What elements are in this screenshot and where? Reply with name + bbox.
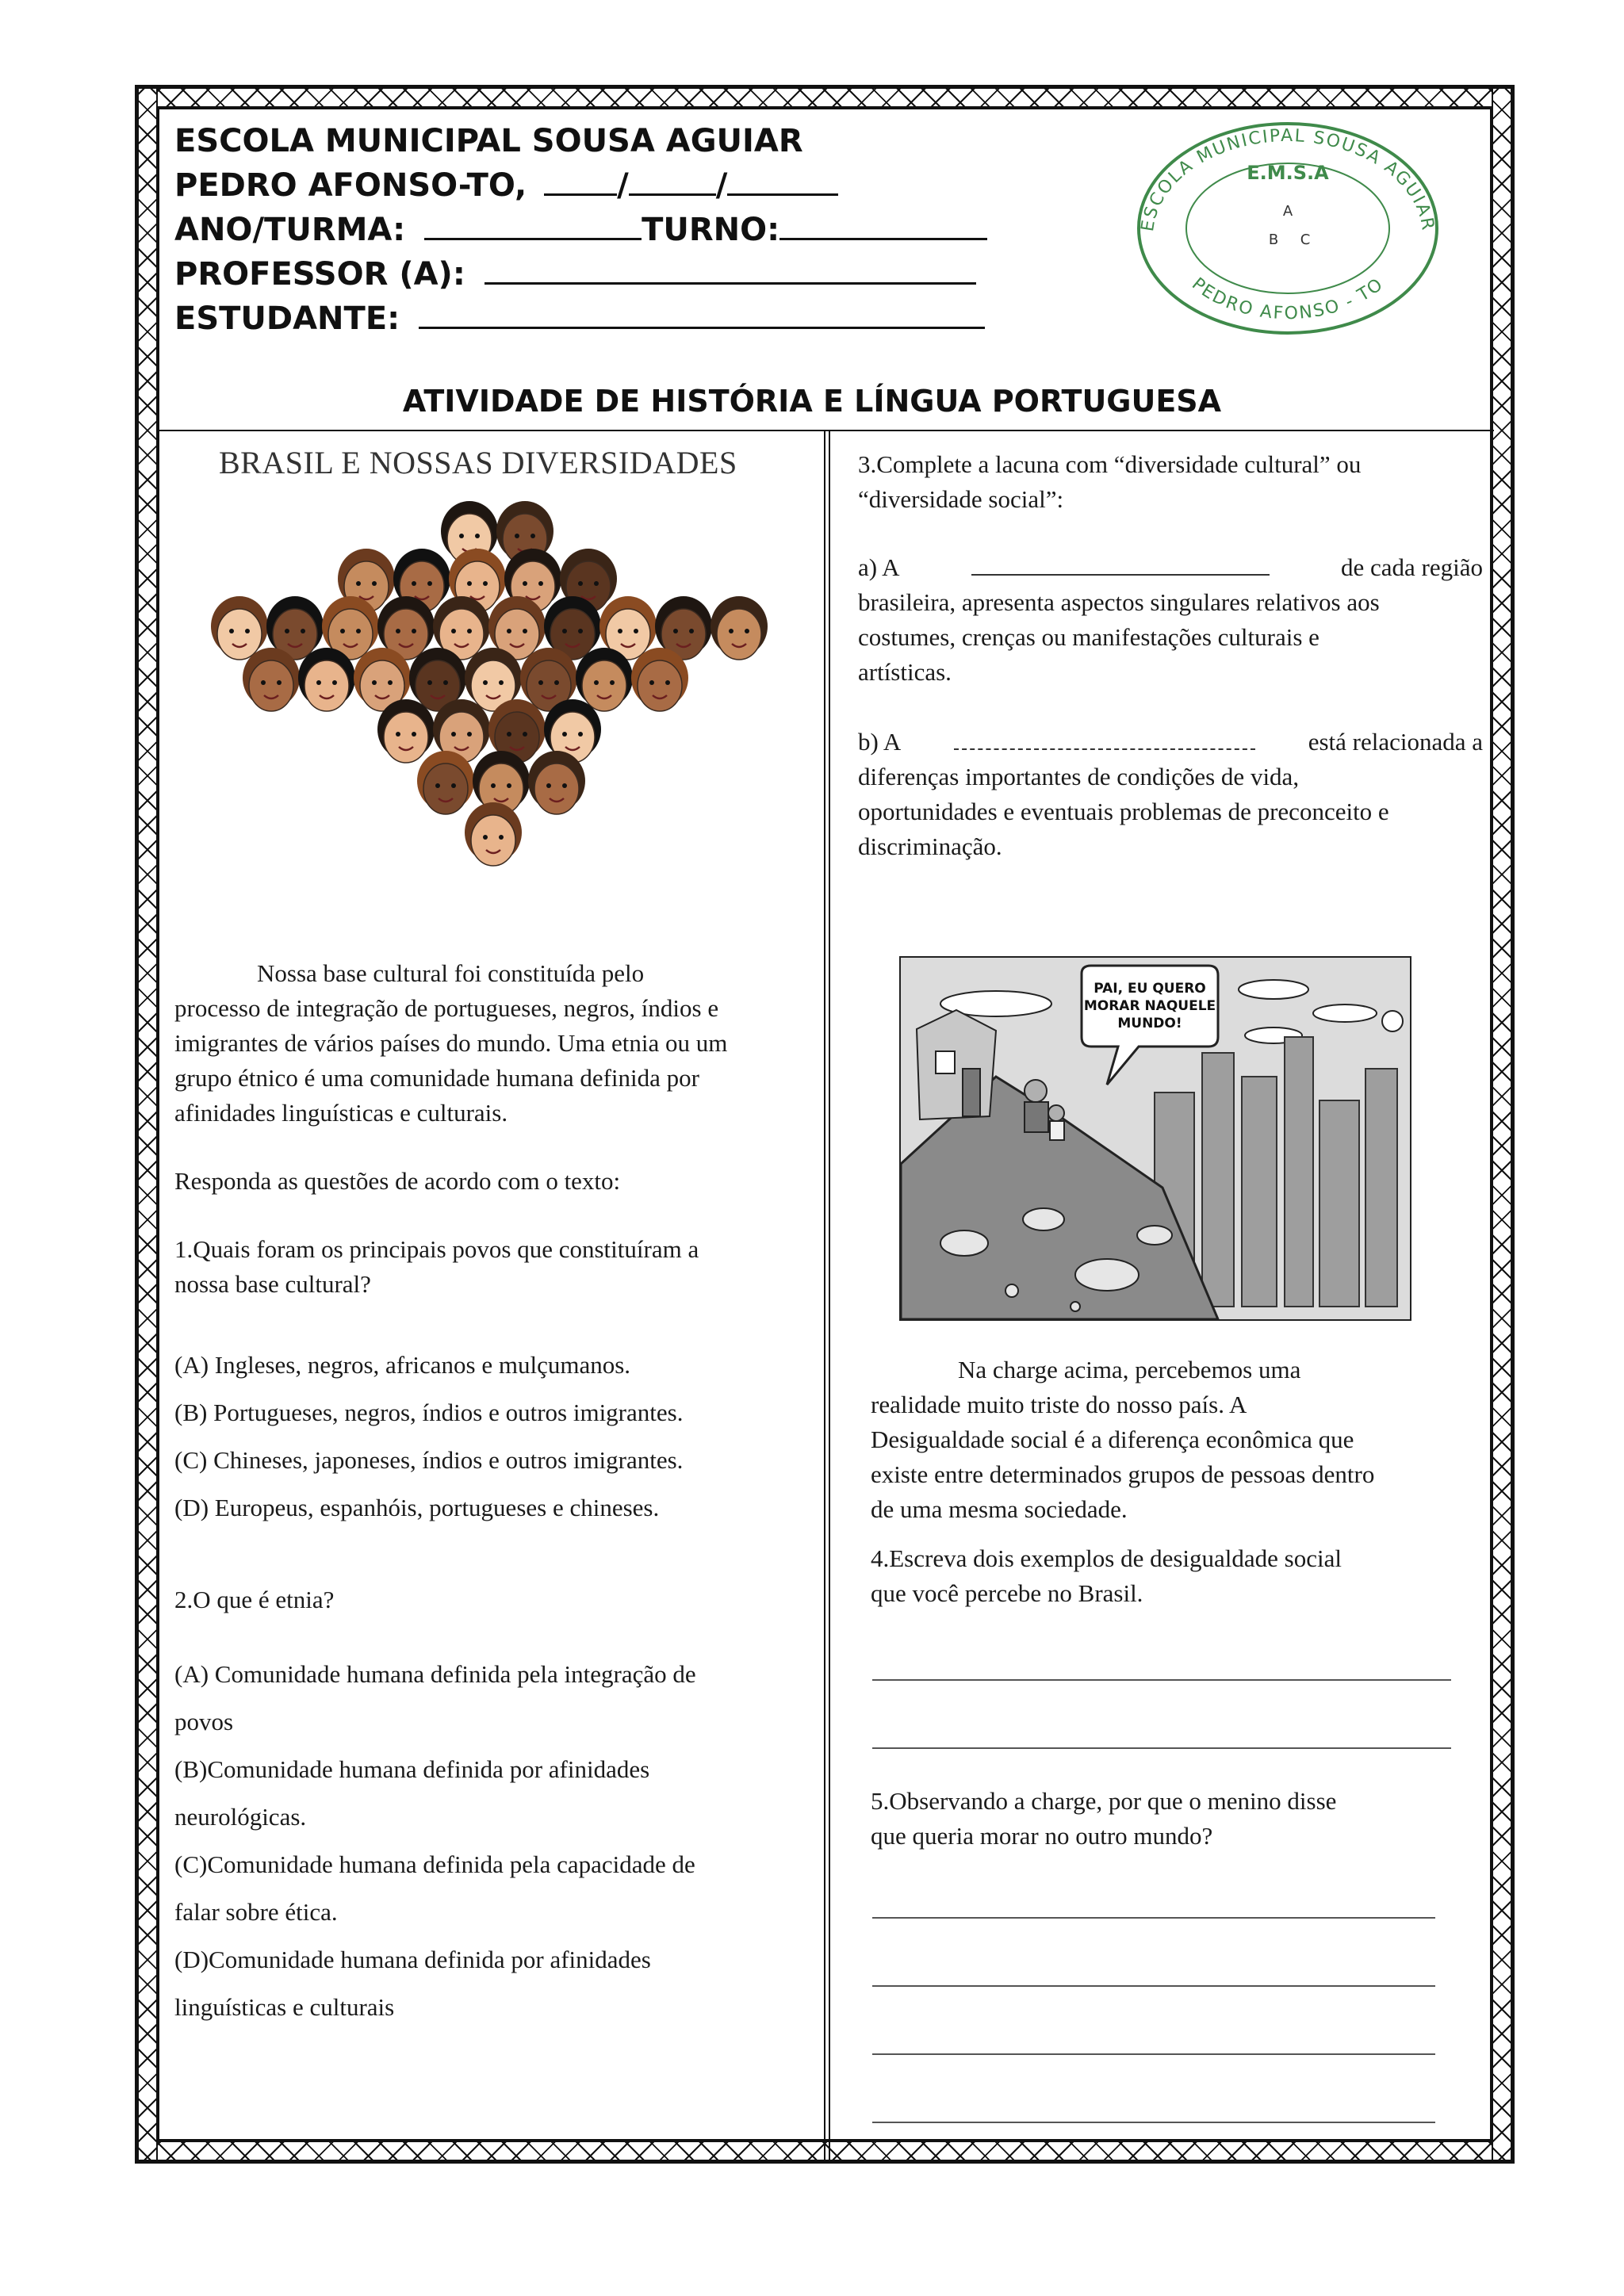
charge-cartoon xyxy=(899,956,1411,1321)
face-figure xyxy=(576,648,633,711)
student-row xyxy=(174,297,987,341)
question-3a xyxy=(858,550,1483,690)
question-5-answer-line[interactable] xyxy=(872,1985,1435,1987)
teacher-label: PROFESSOR (A): xyxy=(174,256,465,293)
shift-label: TURNO: xyxy=(642,212,780,248)
student-field[interactable] xyxy=(419,300,985,329)
question-3 xyxy=(858,447,1492,517)
border-band-top xyxy=(137,87,1512,108)
face-figure xyxy=(298,648,355,711)
question-4-line: 4.Escreva dois exemplos de desigualdade social xyxy=(871,1544,1342,1572)
school-seal-logo xyxy=(1129,117,1446,339)
question-1-option-a[interactable]: (A) Ingleses, negros, africanos e mulçumanos. xyxy=(174,1351,631,1379)
question-2-options xyxy=(174,1651,809,2031)
question-3a-blank[interactable] xyxy=(971,553,1270,576)
question-4-answer-line[interactable] xyxy=(872,1679,1451,1681)
option-line: (D)Comunidade humana definida por afinidades xyxy=(174,1946,651,1973)
question-3a-prefix: a) A xyxy=(858,553,900,581)
intro-line: imigrantes de vários países do mundo. Uma etnia ou um xyxy=(174,1029,728,1057)
question-3b-line: diferenças importantes de condições de vida, xyxy=(858,763,1300,790)
question-5-line: que queria morar no outro mundo? xyxy=(871,1822,1213,1850)
intro-line: processo de integração de portugueses, negros, índios e xyxy=(174,994,719,1022)
class-field[interactable] xyxy=(424,211,642,240)
question-3b-line: discriminação. xyxy=(858,832,1002,860)
question-3a-suffix: de cada região xyxy=(1340,553,1483,581)
date-slash-2: / xyxy=(715,167,728,204)
charge-line: existe entre determinados grupos de pessoas dentro xyxy=(871,1460,1375,1488)
seal-abbr: E.M.S.A xyxy=(1247,162,1329,184)
option-line: (B)Comunidade humana definida por afinidades xyxy=(174,1755,650,1783)
question-1-line: 1.Quais foram os principais povos que constituíram a xyxy=(174,1235,699,1263)
question-2-option-c[interactable] xyxy=(174,1841,809,1936)
teacher-row xyxy=(174,252,987,297)
question-1-option-c[interactable]: (C) Chineses, japoneses, índios e outros imigrantes. xyxy=(174,1446,684,1474)
question-1-option-d[interactable]: (D) Europeus, espanhóis, portugueses e chineses. xyxy=(174,1494,660,1521)
question-5-answer-line[interactable] xyxy=(872,1917,1435,1919)
svg-text:PEDRO AFONSO - TO xyxy=(1188,274,1388,324)
diverse-faces-illustration xyxy=(208,496,801,877)
charge-line: Na charge acima, percebemos uma xyxy=(958,1356,1301,1383)
question-1-line: nossa base cultural? xyxy=(174,1270,371,1298)
face-figure xyxy=(710,596,768,660)
speech-line: MUNDO! xyxy=(1117,1016,1182,1031)
seal-letter-c: C xyxy=(1300,232,1311,248)
intro-line: grupo étnico é uma comunidade humana definida por xyxy=(174,1064,699,1092)
face-figure xyxy=(377,699,435,763)
question-3-line: 3.Complete a lacuna com “diversidade cultural” ou xyxy=(858,450,1362,478)
question-2-option-a[interactable] xyxy=(174,1651,809,1746)
option-line: povos xyxy=(174,1708,234,1735)
seal-letter-a: A xyxy=(1282,203,1293,220)
question-5-answer-line[interactable] xyxy=(872,2122,1435,2123)
question-2-option-b[interactable] xyxy=(174,1746,809,1841)
face-figure xyxy=(211,596,268,660)
face-figure xyxy=(528,751,585,814)
option-line: (C)Comunidade humana definida pela capacidade de xyxy=(174,1850,695,1878)
option-line: linguísticas e culturais xyxy=(174,1993,395,2021)
question-1-options xyxy=(174,1341,825,1532)
student-label: ESTUDANTE: xyxy=(174,300,400,337)
class-row xyxy=(174,208,987,252)
question-3a-line: brasileira, apresenta aspectos singulares relativos aos xyxy=(858,588,1380,616)
question-3b xyxy=(858,725,1483,864)
option-line: (A) Comunidade humana definida pela integração de xyxy=(174,1660,696,1688)
question-3b-blank[interactable] xyxy=(954,728,1255,750)
charge-line: realidade muito triste do nosso país. A xyxy=(871,1391,1247,1418)
seal-top-text: ESCOLA MUNICIPAL SOUSA AGUIAR xyxy=(1138,126,1438,233)
question-3b-suffix: está relacionada a xyxy=(1308,728,1483,756)
face-figure xyxy=(631,648,688,711)
question-2: 2.O que é etnia? xyxy=(174,1586,335,1613)
seal-bottom-text: PEDRO AFONSO - TO xyxy=(1188,274,1388,324)
question-3a-line: costumes, crenças ou manifestações culturais e xyxy=(858,623,1320,651)
seal-letter-b: B xyxy=(1268,232,1279,248)
city-label: PEDRO AFONSO-TO, xyxy=(174,167,527,204)
question-5-line: 5.Observando a charge, por que o menino disse xyxy=(871,1787,1337,1815)
intro-line: Nossa base cultural foi constituída pelo xyxy=(257,959,645,987)
column-divider xyxy=(824,431,830,2160)
question-4-line: que você percebe no Brasil. xyxy=(871,1579,1143,1607)
question-1-option-b[interactable]: (B) Portugueses, negros, índios e outros imigrantes. xyxy=(174,1399,684,1426)
charge-line: de uma mesma sociedade. xyxy=(871,1495,1128,1523)
date-month-field[interactable] xyxy=(629,166,716,196)
question-3b-prefix: b) A xyxy=(858,728,902,756)
speech-line: MORAR NAQUELE xyxy=(1083,998,1216,1014)
question-3b-line: oportunidades e eventuais problemas de preconceito e xyxy=(858,798,1389,825)
class-label: ANO/TURMA: xyxy=(174,212,406,248)
date-row xyxy=(174,163,987,208)
question-4 xyxy=(871,1541,1473,1611)
intro-paragraph xyxy=(174,956,809,1131)
question-4-answer-line[interactable] xyxy=(872,1747,1451,1749)
shift-field[interactable] xyxy=(779,211,987,240)
question-5-answer-line[interactable] xyxy=(872,2053,1435,2055)
question-3a-line: artísticas. xyxy=(858,658,952,686)
question-5 xyxy=(871,1784,1473,1854)
section-title: BRASIL E NOSSAS DIVERSIDADES xyxy=(219,445,737,480)
question-1 xyxy=(174,1232,809,1302)
question-3-line: “diversidade social”: xyxy=(858,485,1064,513)
school-name: ESCOLA MUNICIPAL SOUSA AGUIAR xyxy=(174,123,803,159)
charge-line: Desigualdade social é a diferença econômica que xyxy=(871,1425,1354,1453)
date-year-field[interactable] xyxy=(727,166,838,196)
face-figure xyxy=(417,751,474,814)
face-figure xyxy=(243,648,300,711)
charge-explanation xyxy=(871,1353,1459,1527)
activity-title: ATIVIDADE DE HISTÓRIA E LÍNGUA PORTUGUESA xyxy=(402,384,1222,419)
teacher-field[interactable] xyxy=(485,255,976,285)
option-line: neurológicas. xyxy=(174,1803,307,1831)
date-slash-1: / xyxy=(617,167,629,204)
question-2-option-d[interactable] xyxy=(174,1936,809,2031)
date-day-field[interactable] xyxy=(544,166,617,196)
header-block xyxy=(174,119,987,341)
instruction-text: Responda as questões de acordo com o texto: xyxy=(174,1167,621,1195)
option-line: falar sobre ética. xyxy=(174,1898,338,1926)
speech-line: PAI, EU QUERO xyxy=(1094,981,1206,997)
question-3b-first-line xyxy=(858,725,1483,760)
intro-line: afinidades linguísticas e culturais. xyxy=(174,1099,508,1127)
question-3a-first-line xyxy=(858,550,1483,585)
face-figure xyxy=(465,802,522,866)
